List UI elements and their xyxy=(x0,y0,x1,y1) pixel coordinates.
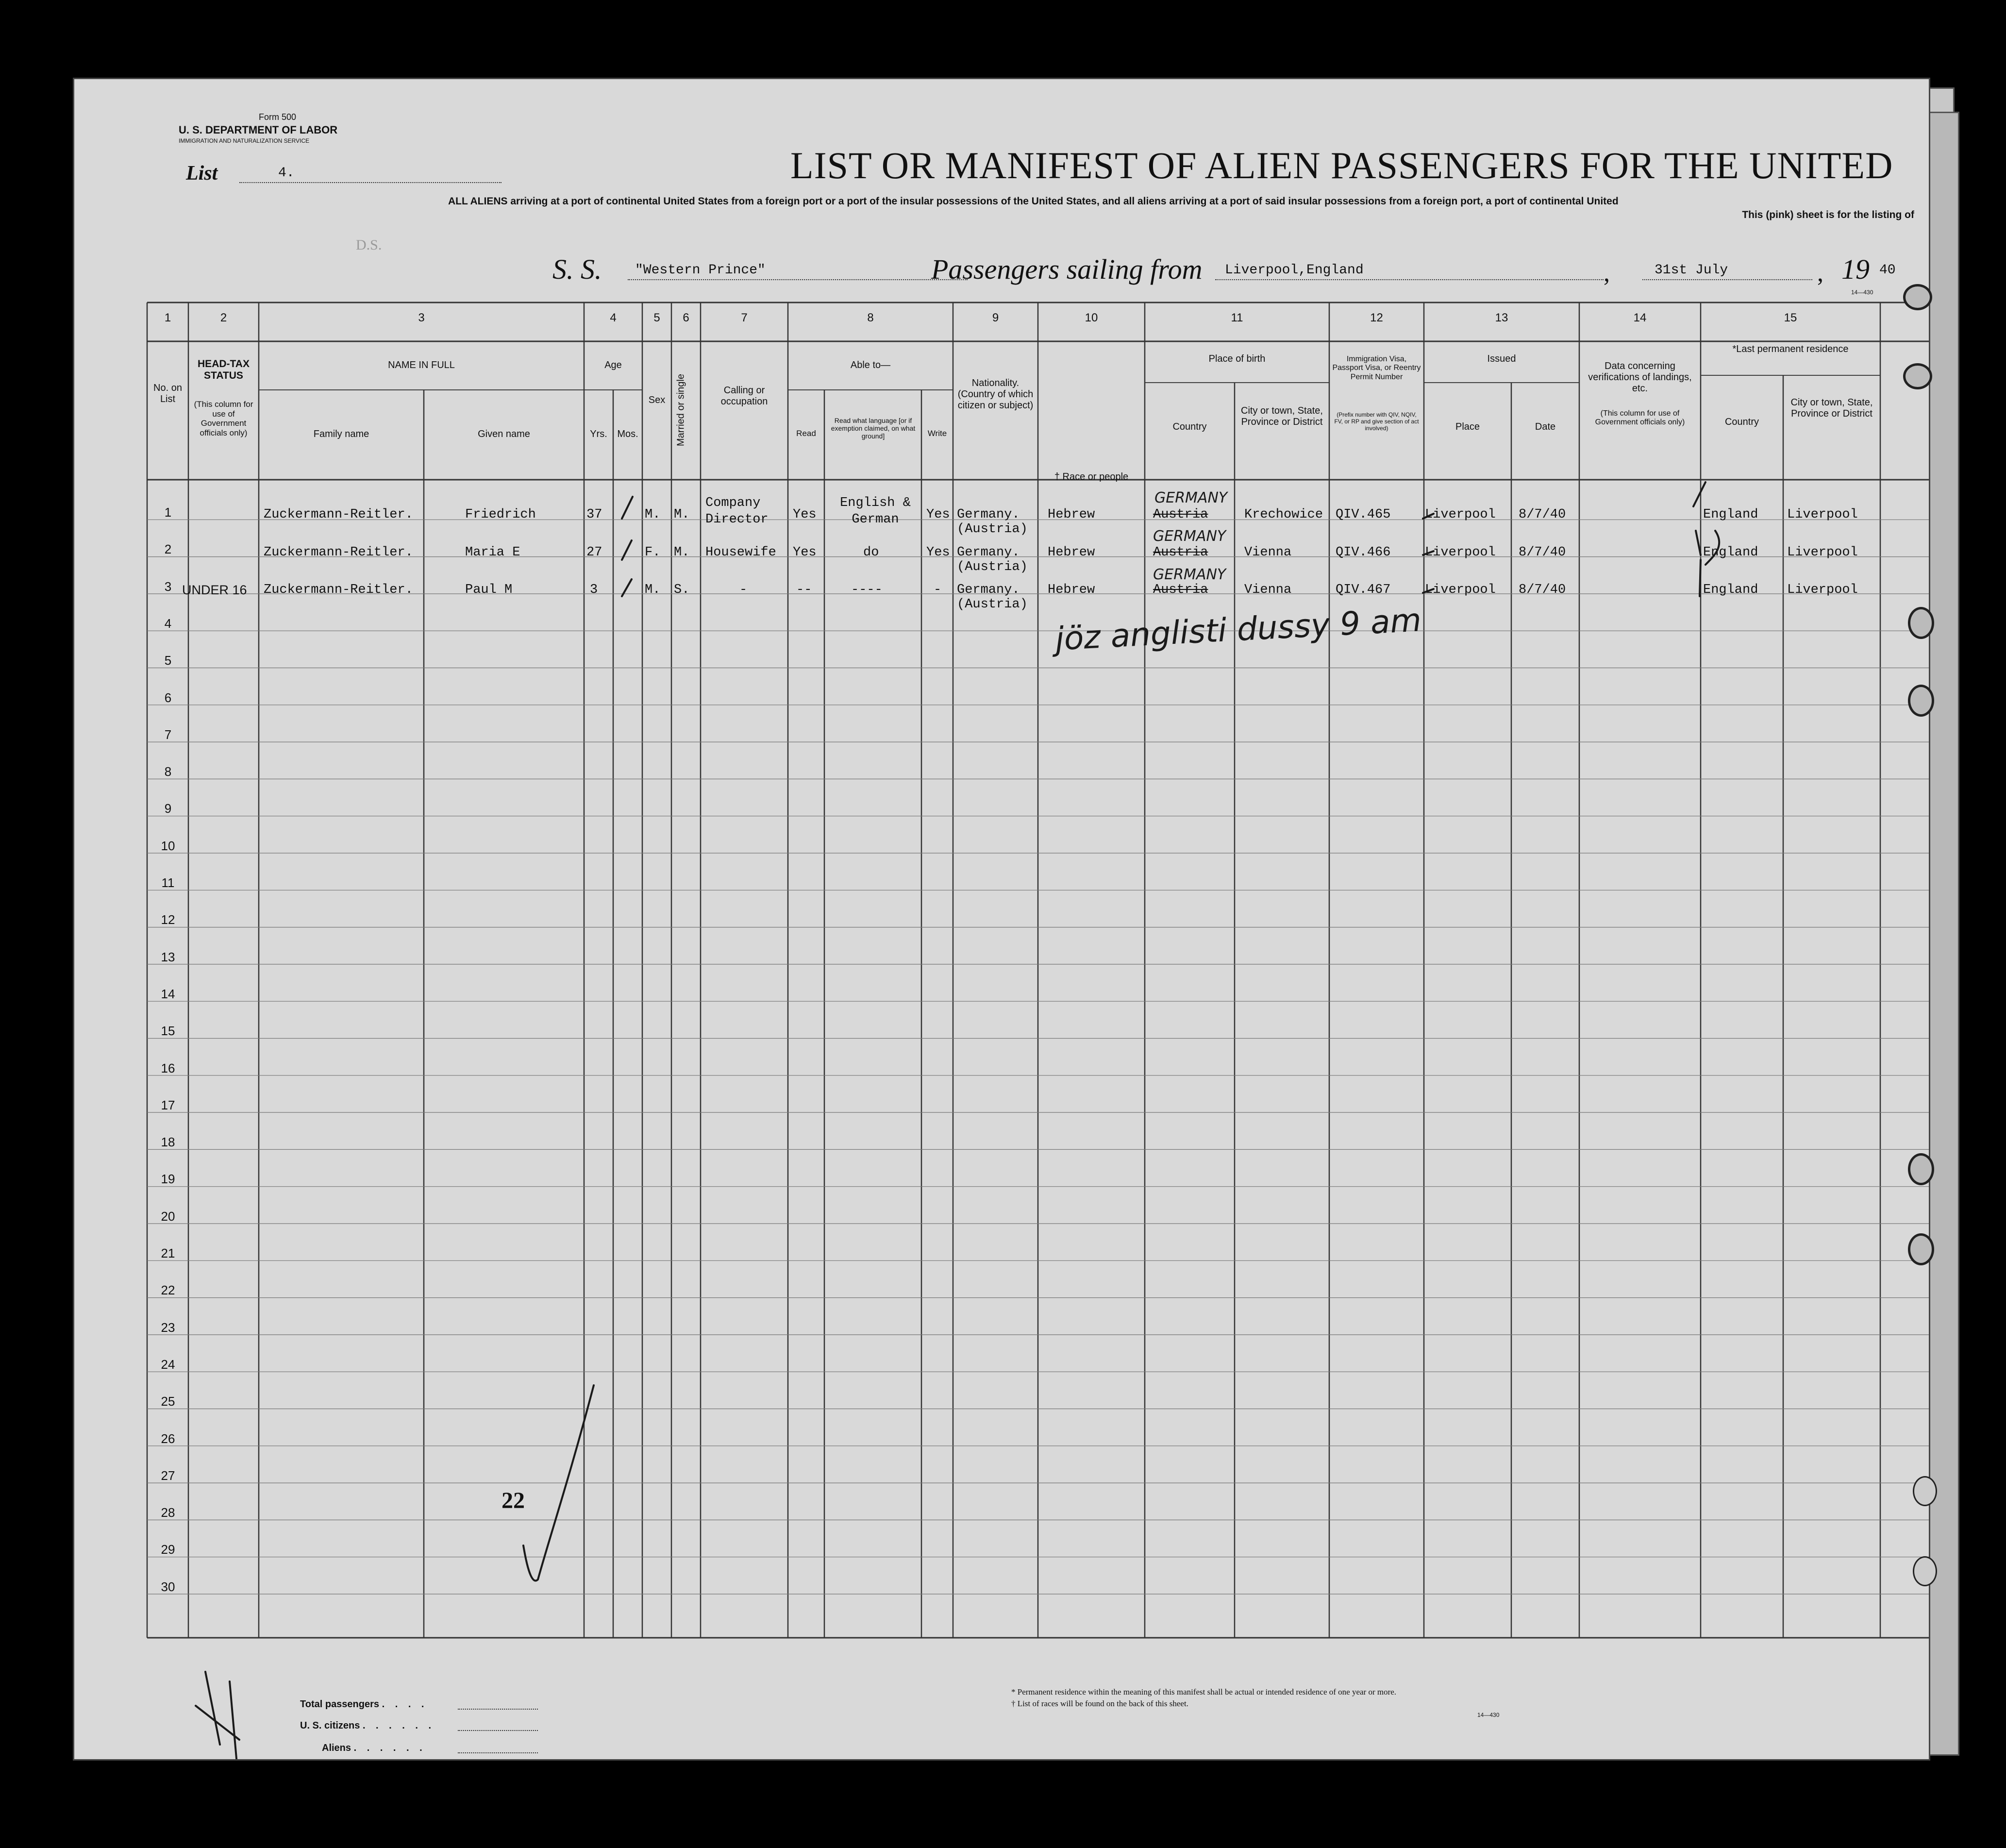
hdr-last-residence: *Last permanent residence xyxy=(1732,344,1849,354)
row-number: 8 xyxy=(164,764,172,779)
department-name: U. S. DEPARTMENT OF LABOR xyxy=(179,124,338,136)
service-name: IMMIGRATION AND NATURALIZATION SERVICE xyxy=(179,137,310,144)
row3-married: S. xyxy=(674,583,690,597)
hdr-issued-place: Place xyxy=(1455,421,1480,432)
row3-sex: M. xyxy=(645,583,661,597)
row1-race: Hebrew xyxy=(1048,507,1095,522)
row-number: 11 xyxy=(161,875,175,890)
year-prefix: 19 xyxy=(1841,253,1870,285)
row-number: 19 xyxy=(161,1172,175,1187)
row2-issued-place: Liverpool xyxy=(1425,545,1496,560)
row2-read: Yes xyxy=(793,545,817,560)
row-number: 29 xyxy=(161,1542,175,1557)
row1-family: Zuckermann-Reitler. xyxy=(264,507,413,522)
row-number: 6 xyxy=(164,690,172,705)
manifest-sheet xyxy=(73,78,1930,1761)
punch-hole-4 xyxy=(1908,685,1934,717)
row-number: 27 xyxy=(161,1468,175,1483)
punch-hole-7 xyxy=(1913,1476,1937,1506)
handwritten-note: jöz anglisti dussy 9 am xyxy=(1054,601,1422,658)
footer-total-line xyxy=(458,1709,538,1710)
comma-1: , xyxy=(1604,259,1610,287)
row2-given: Maria E xyxy=(465,545,520,560)
row2-yrs: 27 xyxy=(586,545,602,560)
row-number: 30 xyxy=(161,1579,175,1594)
colnum-6: 6 xyxy=(683,311,689,324)
row1-write: Yes xyxy=(926,507,950,522)
footer-total-passengers xyxy=(300,1699,428,1710)
row-number: 10 xyxy=(161,838,175,853)
row3-given: Paul M xyxy=(465,583,513,597)
hdr-given-name: Given name xyxy=(478,429,530,439)
row1-given: Friedrich xyxy=(465,507,536,522)
row-number: 9 xyxy=(164,801,172,816)
colnum-7: 7 xyxy=(741,311,748,324)
row3-write: - xyxy=(934,583,942,597)
row-number: 1 xyxy=(164,505,172,520)
punch-hole-8 xyxy=(1913,1556,1937,1586)
footer-us-citizens xyxy=(300,1720,435,1731)
colnum-10: 10 xyxy=(1085,311,1098,324)
row-number: 2 xyxy=(164,542,172,557)
row1-calling: Company Director xyxy=(705,496,769,527)
colnum-13: 13 xyxy=(1495,311,1508,324)
punch-hole-3 xyxy=(1908,607,1934,639)
ship-name: "Western Prince" xyxy=(635,263,766,278)
colnum-15: 15 xyxy=(1784,311,1797,324)
row2-language: do xyxy=(863,545,879,560)
footer-aliens-line xyxy=(458,1752,538,1753)
row1-birth-country: Austria xyxy=(1153,507,1208,522)
row3-read: -- xyxy=(796,583,812,597)
hdr-write: Write xyxy=(927,429,947,438)
row3-visa: QIV.467 xyxy=(1336,583,1391,597)
punch-hole-2 xyxy=(1903,363,1932,389)
colnum-5: 5 xyxy=(653,311,660,324)
row-number: 20 xyxy=(161,1209,175,1224)
sailing-from: Liverpool,England xyxy=(1225,263,1364,278)
row-number: 12 xyxy=(161,912,175,927)
faint-stamp: D.S. xyxy=(356,237,382,253)
row-number: 14 xyxy=(161,986,175,1001)
hdr-data-note: (This column for use of Government officials only) xyxy=(1595,409,1685,427)
row2-sex: F. xyxy=(645,545,661,560)
hdr-birth-country: Country xyxy=(1172,421,1207,432)
hdr-sex: Sex xyxy=(648,395,666,405)
hdr-family-name: Family name xyxy=(313,429,369,439)
row3-yrs: 3 xyxy=(590,583,598,597)
row3-head-tax: UNDER 16 xyxy=(182,583,247,597)
row3-birth-city: Vienna xyxy=(1244,583,1292,597)
row-number: 7 xyxy=(164,727,172,742)
hdr-place-of-birth: Place of birth xyxy=(1208,353,1266,364)
punch-hole-5 xyxy=(1908,1153,1934,1185)
punch-hole-1 xyxy=(1903,284,1932,310)
form-title: LIST OR MANIFEST OF ALIEN PASSENGERS FOR THE UNITED xyxy=(790,144,1893,186)
row-number: 4 xyxy=(164,616,172,631)
row2-res-city: Liverpool xyxy=(1787,545,1858,560)
comma-2: , xyxy=(1817,259,1823,287)
row1-yrs: 37 xyxy=(586,507,602,522)
page-number: 22 xyxy=(502,1488,525,1513)
row3-birth-country: Austria xyxy=(1153,583,1208,597)
row2-visa: QIV.466 xyxy=(1336,545,1391,560)
row-number: 16 xyxy=(161,1060,175,1075)
row3-issued-place: Liverpool xyxy=(1425,583,1496,597)
row2-nationality: Germany. (Austria) xyxy=(957,545,1028,574)
row2-birth-city: Vienna xyxy=(1244,545,1292,560)
hdr-visa-note: (Prefix number with QIV, NQIV, FV, or RP and give section of act involved) xyxy=(1334,411,1419,432)
hdr-nationality: Nationality. (Country of which citizen or subject) xyxy=(957,378,1034,411)
row1-birth-city: Krechowice xyxy=(1244,507,1323,522)
footer-us-citizens-label: U. S. citizens xyxy=(300,1720,360,1731)
hdr-calling: Calling or occupation xyxy=(720,385,768,407)
row1-read: Yes xyxy=(793,507,817,522)
row3-race: Hebrew xyxy=(1048,583,1095,597)
row1-birth-country-correction: GERMANY xyxy=(1154,489,1228,506)
hdr-able-to: Able to— xyxy=(850,360,891,370)
row1-issued-date: 8/7/40 xyxy=(1519,507,1566,522)
row3-language: ---- xyxy=(851,583,883,597)
form-code-top: 14—430 xyxy=(1851,289,1873,296)
year-suffix: 40 xyxy=(1879,263,1896,278)
footer-note-residence: * Permanent residence within the meaning of this manifest shall be actual or intended residence of one year or more. xyxy=(1011,1687,1397,1697)
hdr-yrs: Yrs. xyxy=(590,429,607,439)
colnum-3: 3 xyxy=(418,311,425,324)
colnum-11: 11 xyxy=(1231,311,1243,324)
row-number: 3 xyxy=(164,579,172,594)
row2-family: Zuckermann-Reitler. xyxy=(264,545,413,560)
colnum-9: 9 xyxy=(992,311,999,324)
row3-family: Zuckermann-Reitler. xyxy=(264,583,413,597)
colnum-4: 4 xyxy=(610,311,617,324)
colnum-1: 1 xyxy=(164,311,171,324)
footer-us-citizens-line xyxy=(458,1730,538,1731)
row-number: 28 xyxy=(161,1505,175,1520)
row1-language: English & German xyxy=(840,496,911,527)
hdr-age: Age xyxy=(604,360,622,370)
hdr-head-tax-note: (This column for use of Government officials only) xyxy=(194,400,253,437)
hdr-issued-date: Date xyxy=(1535,421,1556,432)
hdr-res-country: Country xyxy=(1724,417,1759,427)
list-label: List xyxy=(186,162,218,185)
hdr-read-language: Read what language [or if exemption claimed, on what ground] xyxy=(831,417,916,440)
row3-res-country: England xyxy=(1703,583,1758,597)
hdr-birth-city: City or town, State, Province or District xyxy=(1241,405,1323,427)
colnum-2: 2 xyxy=(220,311,227,324)
footer-total-label: Total passengers xyxy=(300,1699,380,1710)
row3-nationality: Germany. (Austria) xyxy=(957,583,1028,612)
row-number: 22 xyxy=(161,1283,175,1298)
form-number: Form 500 xyxy=(259,112,297,122)
ss-label: S. S. xyxy=(552,253,602,285)
hdr-married: Married or single xyxy=(675,374,686,446)
row2-calling: Housewife xyxy=(705,545,776,560)
row1-married: M. xyxy=(674,507,690,522)
subtitle-line-2: This (pink) sheet is for the listing of xyxy=(1742,209,1914,220)
row2-issued-date: 8/7/40 xyxy=(1519,545,1566,560)
row1-res-city: Liverpool xyxy=(1787,507,1858,522)
hdr-no-on-list: No. on List xyxy=(153,383,182,404)
footer-form-code: 14—430 xyxy=(1477,1712,1500,1718)
row3-issued-date: 8/7/40 xyxy=(1519,583,1566,597)
row2-write: Yes xyxy=(926,545,950,560)
hdr-issued: Issued xyxy=(1487,353,1516,364)
row2-res-country: England xyxy=(1703,545,1758,560)
footer-note-races: † List of races will be found on the back of this sheet. xyxy=(1011,1699,1188,1708)
row1-nationality: Germany. (Austria) xyxy=(957,507,1028,537)
hdr-res-city: City or town, State, Province or District xyxy=(1790,397,1873,419)
row1-visa: QIV.465 xyxy=(1336,507,1391,522)
row2-birth-country-correction: GERMANY xyxy=(1153,528,1226,545)
footer-total-dots: . . . . xyxy=(382,1699,428,1710)
hdr-data-concerning: Data concerning verifications of landings, etc. xyxy=(1588,361,1692,394)
footer-us-citizens-dots: . . . . . . xyxy=(362,1720,435,1731)
sail-date: 31st July xyxy=(1655,263,1728,278)
punch-hole-6 xyxy=(1908,1233,1934,1265)
row-number: 26 xyxy=(161,1431,175,1446)
colnum-8: 8 xyxy=(867,311,874,324)
big-mark xyxy=(203,1667,206,1672)
row1-res-country: England xyxy=(1703,507,1758,522)
row-number: 5 xyxy=(164,653,172,668)
hdr-visa: Immigration Visa, Passport Visa, or Reentry Permit Number xyxy=(1332,355,1421,381)
hdr-read: Read xyxy=(796,429,816,438)
row3-calling: - xyxy=(739,583,748,597)
row-number: 24 xyxy=(161,1357,175,1372)
footer-aliens-label: Aliens xyxy=(322,1743,351,1753)
subtitle-line-1: ALL ALIENS arriving at a port of continental United States from a foreign port or a port of the insular possessions of the United States, and all aliens arriving at a port of said insular possessions from a foreign port, a port of continental United xyxy=(448,196,1619,207)
row-number: 21 xyxy=(161,1246,175,1260)
row3-res-city: Liverpool xyxy=(1787,583,1858,597)
row2-birth-country: Austria xyxy=(1153,545,1208,560)
row-number: 23 xyxy=(161,1320,175,1335)
row1-sex: M. xyxy=(645,507,661,522)
colnum-12: 12 xyxy=(1370,311,1383,324)
row-number: 15 xyxy=(161,1024,175,1039)
list-number: 4. xyxy=(278,166,295,181)
row-number: 25 xyxy=(161,1394,175,1409)
row1-issued-place: Liverpool xyxy=(1425,507,1496,522)
row2-married: M. xyxy=(674,545,690,560)
hdr-head-tax: HEAD-TAX STATUS xyxy=(198,358,250,382)
row-number: 13 xyxy=(161,949,175,964)
handwritten-marks xyxy=(74,79,1929,1759)
row-number: 18 xyxy=(161,1135,175,1150)
row3-birth-country-correction: GERMANY xyxy=(1153,566,1226,583)
row2-race: Hebrew xyxy=(1048,545,1095,560)
hdr-race: † Race or people xyxy=(1054,471,1129,482)
colnum-14: 14 xyxy=(1633,311,1647,324)
footer-aliens-dots: . . . . . . xyxy=(353,1743,426,1753)
hdr-name-in-full: NAME IN FULL xyxy=(388,360,455,370)
sailing-label: Passengers sailing from xyxy=(931,253,1203,285)
hdr-mos: Mos. xyxy=(617,429,638,439)
row-number: 17 xyxy=(161,1097,175,1112)
footer-aliens xyxy=(322,1743,426,1754)
